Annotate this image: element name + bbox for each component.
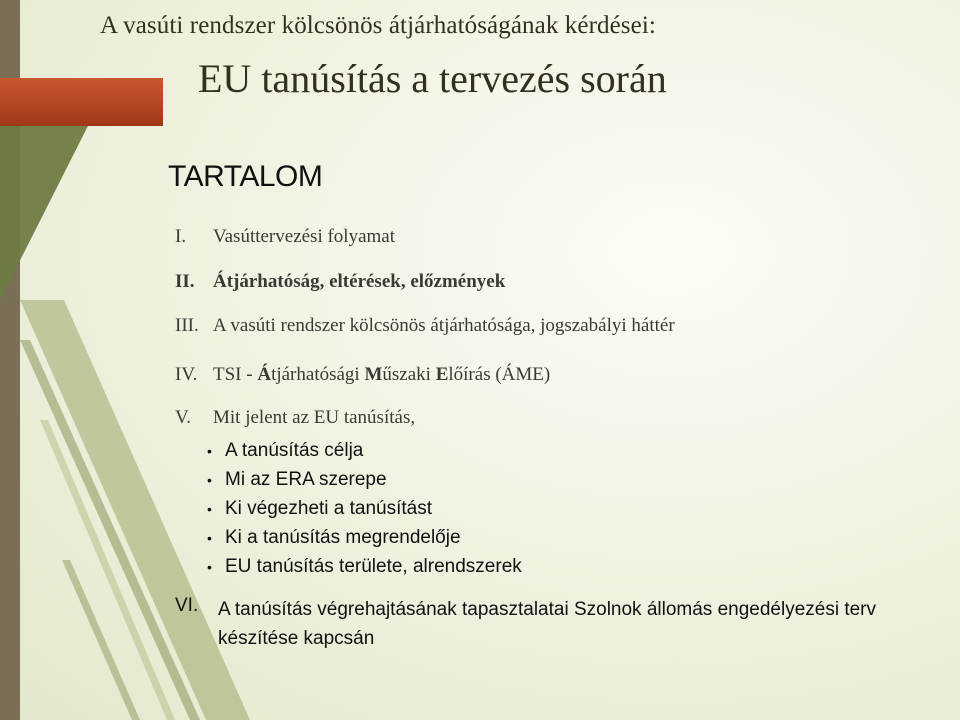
item-text: Átjárhatóság, eltérések, előzmények [213,271,506,292]
item-number: VI. [175,595,199,616]
contents-heading: TARTALOM [168,160,323,193]
item-text: Mit jelent az EU tanúsítás, [213,407,416,428]
list-item: • Ki végezheti a tanúsítást [207,494,522,523]
item-number: V. [175,407,192,428]
slide-title-line2: EU tanúsítás a tervezés során [198,56,667,101]
list-item: • EU tanúsítás területe, alrendszerek [207,552,522,581]
list-item: • A tanúsítás célja [207,436,522,465]
subitem-list [207,436,522,581]
bullet-icon: • [207,443,212,459]
contents-item-2 [175,271,505,293]
contents-item-4 [175,364,550,386]
item-number: III. [175,315,199,336]
item-text: TSI - Átjárhatósági Műszaki Előírás (ÁME) [213,364,551,385]
item-text: A vasúti rendszer kölcsönös átjárhatósága, jogszabályi háttér [213,315,675,336]
item-text: A tanúsítás végrehajtásának tapasztalatai Szolnok állomás engedélyezési terv készítése kapcsán [218,599,877,649]
contents-item-1 [175,226,395,248]
item-number: I. [175,226,187,247]
title-accent-bar [0,78,163,126]
bullet-icon: • [207,559,212,575]
item-text: Vasúttervezési folyamat [213,226,396,247]
item-number: II. [175,271,195,292]
item-number: IV. [175,364,198,385]
contents-item-3 [175,315,675,337]
list-item: • Mi az ERA szerepe [207,465,522,494]
bullet-icon: • [207,501,212,517]
bullet-icon: • [207,530,212,546]
list-item: • Ki a tanúsítás megrendelője [207,523,522,552]
slide-title-line1: A vasúti rendszer kölcsönös átjárhatóságának kérdései: [100,12,656,39]
contents-item-5 [175,407,415,429]
bullet-icon: • [207,472,212,488]
